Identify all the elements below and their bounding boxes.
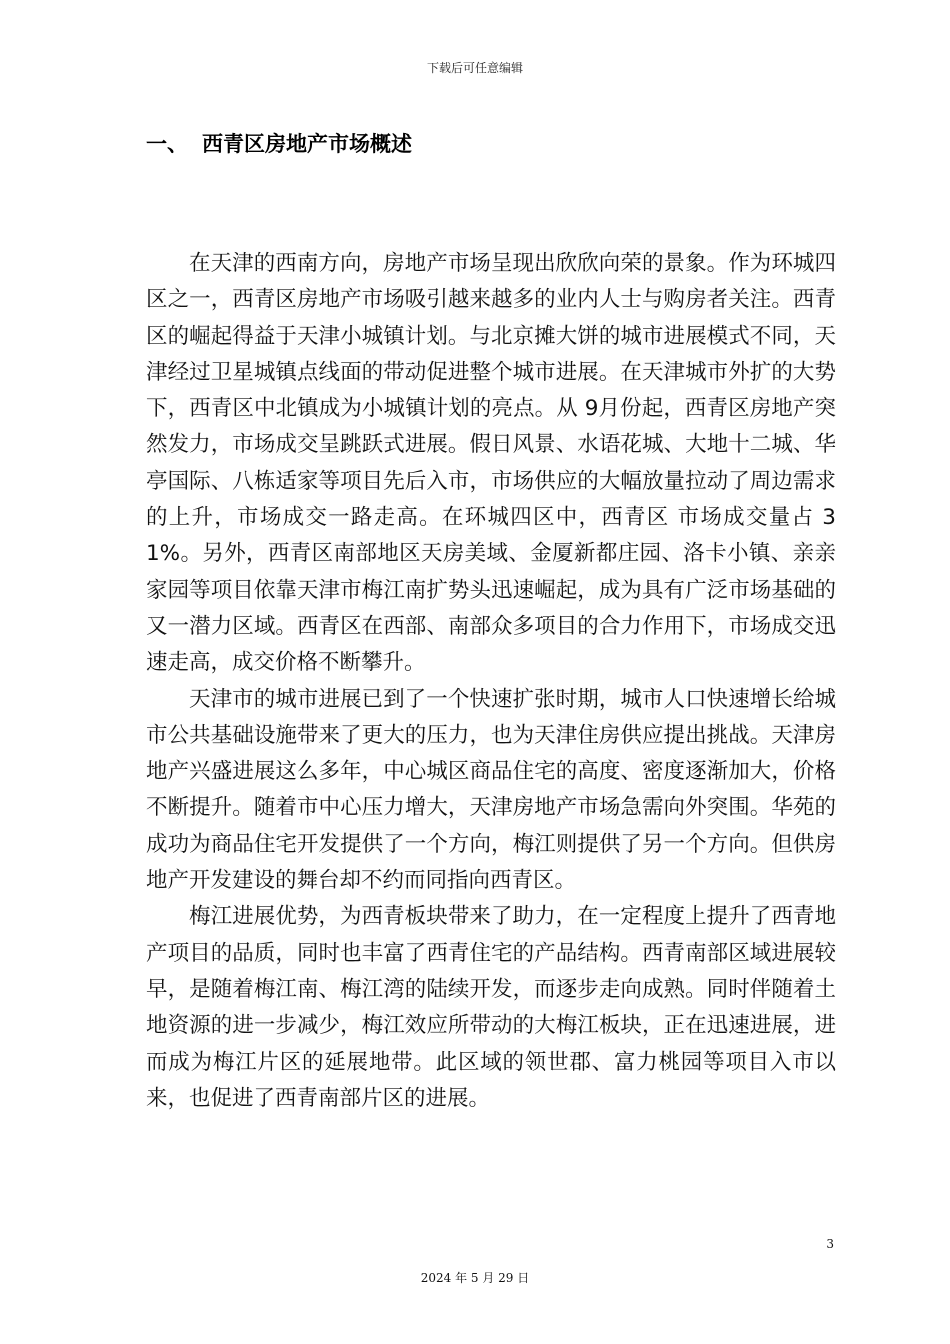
body-text — [146, 246, 836, 1117]
footer-date: 2024 年 5 月 29 日 — [420, 1271, 530, 1285]
section-heading — [146, 127, 412, 161]
header-note: 下载后可任意编辑 — [426, 61, 523, 75]
paragraph-1: 在天津的西南方向，房地产市场呈现出欣欣向荣的景象。作为环城四区之一，西青区房地产市场吸引越来越多的业内人士与购房者关注。西青区的崛起得益于天津小城镇计划。与北京摊大饼的城市进展模式不同，天津经过卫星城镇点线面的带动促进整个城市进展。在天津城市外扩的大势下，西青区中北镇成为小城镇计划的亮点。从 9月份起，西青区房地产突然发力，市场成交呈跳跃式进展。假日风景、水语花城、大地十二城、华亭国际、八栋适家等项目先后入市，市场供应的大幅放量拉动了周边需求的上升，市场成交一路走高。在环城四区中，西青区 市场成交量占 31%。另外，西青区南部地区天房美域、金厦新都庄园、洛卡小镇、亲亲家园等项目依靠天津市梅江南扩势头迅速崛起，成为具有广泛市场基础的又一潜力区域。西青区在西部、南部众多项目的合力作用下，市场成交迅速走高，成交价格不断攀升。 — [146, 251, 836, 676]
page-number: 3 — [826, 1237, 834, 1251]
section-number: 一、 — [146, 132, 188, 156]
paragraph-3: 梅江进展优势，为西青板块带来了助力，在一定程度上提升了西青地产项目的品质，同时也丰富了西青住宅的产品结构。西青南部区域进展较早，是随着梅江南、梅江湾的陆续开发，而逐步走向成熟。同时伴随着土地资源的进一步减少，梅江效应所带动的大梅江板块，正在迅速进展，进而成为梅江片区的延展地带。此区域的领世郡、富力桃园等项目入市以来，也促进了西青南部片区的进展。 — [146, 904, 836, 1111]
paragraph-2: 天津市的城市进展已到了一个快速扩张时期，城市人口快速增长给城市公共基础设施带来了更大的压力，也为天津住房供应提出挑战。天津房地产兴盛进展这么多年，中心城区商品住宅的高度、密度逐渐加大，价格不断提升。随着市中心压力增大，天津房地产市场急需向外突围。华苑的成功为商品住宅开发提供了一个方向，梅江则提供了另一个方向。但供房地产开发建设的舞台却不约而同指向西青区。 — [146, 686, 836, 894]
section-title: 西青区房地产市场概述 — [202, 132, 412, 156]
